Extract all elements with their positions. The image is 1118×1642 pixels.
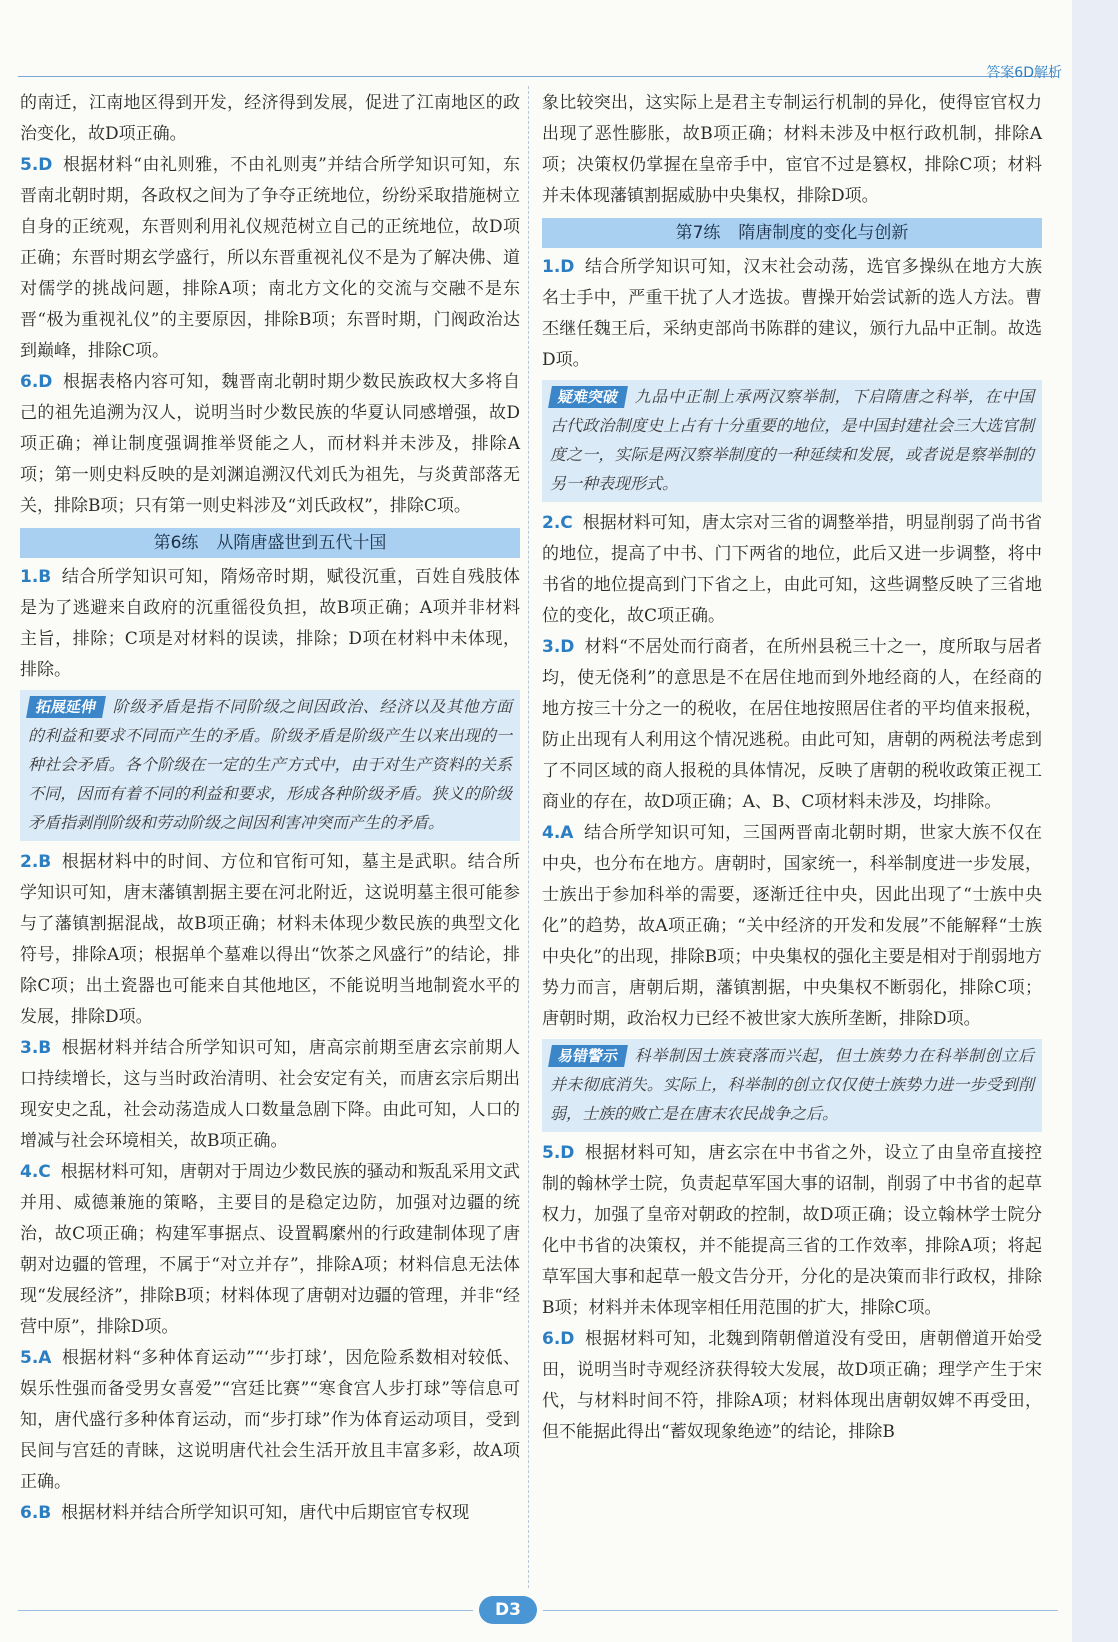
page-edge xyxy=(1072,0,1118,1642)
tip-text: 阶级矛盾是指不同阶级之间因政治、经济以及其他方面的利益和要求不同而产生的矛盾。阶级矛盾是阶级产生以来出现的一种社会矛盾。各个阶级在一定的生产方式中，由于对生产资料的关系不同，因而有着不同的利益和要求，形成各种阶级矛盾。狭义的阶级矛盾指剥削阶级和劳动阶级之间因利害冲突而产生的矛盾。 xyxy=(28,697,512,832)
answer-number: 3.B xyxy=(20,1038,52,1058)
answer-item xyxy=(20,847,520,1033)
answer-number: 5.D xyxy=(542,1143,575,1163)
tip-tag: 易错警示 xyxy=(548,1045,628,1067)
tip-text: 九品中正制上承两汉察举制，下启隋唐之科举，在中国古代政治制度史上占有十分重要的地位，是中国封建社会三大选官制度之一，实际是两汉察举制度的一种延续和发展，或者说是察举制的另一种表现形式。 xyxy=(550,387,1034,493)
answer-item xyxy=(542,508,1042,632)
section-title: 隋唐制度的变化与创新 xyxy=(738,223,909,243)
tip-box xyxy=(20,690,520,841)
answer-text: 根据材料可知，唐朝对于周边少数民族的骚动和叛乱采用文武并用、威德兼施的策略，主要目的是稳定边防，加强对边疆的统治，故C项正确；构建军事据点、设置羁縻州的行政建制体现了唐朝对边疆的管理，不属于“对立并存”，排除A项；材料信息无法体现“发展经济”，排除B项；材料体现了唐朝对边疆的管理，并非“经营中原”，排除D项。 xyxy=(20,1162,520,1337)
answer-item xyxy=(20,562,520,686)
answer-item xyxy=(20,1033,520,1157)
answer-number: 2.B xyxy=(20,852,52,872)
answer-text: 根据材料可知，唐太宗对三省的调整举措，明显削弱了尚书省的地位，提高了中书、门下两省的地位，此后又进一步调整，将中书省的地位提高到门下省之上，由此可知，这些调整反映了三省地位的变化，故C项正确。 xyxy=(542,513,1042,626)
paragraph: 的南迁，江南地区得到开发，经济得到发展，促进了江南地区的政治变化，故D项正确。 xyxy=(20,93,520,144)
answer-text: 根据材料“由礼则雅，不由礼则夷”并结合所学知识可知，东晋南北朝时期，各政权之间为了争夺正统地位，纷纷采取措施树立自身的正统观，东晋则利用礼仪规范树立自己的正统地位，故D项正确；东晋时期玄学盛行，所以东晋重视礼仪不是为了解决佛、道对儒学的挑战问题，排除A项；南北方文化的交流与交融不是东晋“极为重视礼仪”的主要原因，排除B项；东晋时期，门阀政治达到巅峰，排除C项。 xyxy=(20,155,520,361)
answer-number: 5.D xyxy=(20,155,53,175)
answer-number: 6.D xyxy=(20,372,53,392)
answer-number: 6.D xyxy=(542,1329,575,1349)
answer-text: 根据材料并结合所学知识可知，唐高宗前期至唐玄宗前期人口持续增长，这与当时政治清明、社会安定有关，而唐玄宗后期出现安史之乱，社会动荡造成人口数量急剧下降。由此可知，人口的增减与社会环境相关，故B项正确。 xyxy=(20,1038,520,1151)
section-title: 从隋唐盛世到五代十国 xyxy=(216,533,387,553)
answer-number: 1.B xyxy=(20,567,52,587)
right-column xyxy=(542,88,1042,1448)
section-number: 第6练 xyxy=(153,533,199,553)
answer-text: 根据材料可知，北魏到隋朝僧道没有受田，唐朝僧道开始受田，说明当时寺观经济获得较大发展，故D项正确；理学产生于宋代，与材料时间不符，排除A项；材料体现出唐朝奴婢不再受田，但不能据此得出“蓄奴现象绝迹”的结论，排除B xyxy=(542,1329,1042,1442)
left-column xyxy=(20,88,520,1529)
answer-text: 结合所学知识可知，汉末社会动荡，选官多操纵在地方大族名士手中，严重干扰了人才选拔。曹操开始尝试新的选人方法。曹丕继任魏王后，采纳吏部尚书陈群的建议，颁行九品中正制。故选D项。 xyxy=(542,257,1042,370)
answer-item xyxy=(20,367,520,522)
answer-text: 根据材料可知，唐玄宗在中书省之外，设立了由皇帝直接控制的翰林学士院，负责起草军国大事的诏制，削弱了中书省的起草权力，加强了皇帝对朝政的控制，故D项正确；设立翰林学士院分化中书省的决策权，并不能提高三省的工作效率，排除A项；将起草军国大事和起草一般文告分开，分化的是决策而非行政权，排除B项；材料并未体现宰相任用范围的扩大，排除C项。 xyxy=(542,1143,1042,1318)
answer-text: 根据材料中的时间、方位和官衔可知，墓主是武职。结合所学知识可知，唐末藩镇割据主要在河北附近，这说明墓主很可能参与了藩镇割据混战，故B项正确；材料未体现少数民族的典型文化符号，排除A项；根据单个墓难以得出“饮茶之风盛行”的结论，排除C项；出土瓷器也可能来自其他地区，不能说明当地制瓷水平的发展，排除D项。 xyxy=(20,852,520,1027)
footer-rule-left xyxy=(18,1610,473,1611)
section-heading xyxy=(20,528,520,558)
tip-box xyxy=(542,1039,1042,1132)
tip-tag: 疑难突破 xyxy=(548,386,628,408)
answer-item xyxy=(20,1157,520,1343)
answer-number: 4.A xyxy=(542,823,574,843)
tip-box xyxy=(542,380,1042,502)
answer-number: 4.C xyxy=(20,1162,51,1182)
answer-text: 材料“不居处而行商者，在所州县税三十之一，度所取与居者均，使无侥利”的意思是不在居住地而到外地经商的人，在经商的地方按三十分之一的税收，在居住地按照居住者的平均值来报税，防止出现有人利用这个情况逃税。由此可知，唐朝的两税法考虑到了不同区域的商人报税的具体情况，反映了唐朝的税收政策正视工商业的存在，故D项正确；A、B、C项材料未涉及，均排除。 xyxy=(542,637,1042,812)
answer-item xyxy=(542,632,1042,818)
header-rule xyxy=(18,76,1058,77)
answer-number: 3.D xyxy=(542,637,575,657)
answer-number: 2.C xyxy=(542,513,573,533)
paragraph: 象比较突出，这实际上是君主专制运行机制的异化，使得宦官权力出现了恶性膨胀，故B项正确；材料未涉及中枢行政机制，排除A项；决策权仍掌握在皇帝手中，宦官不过是篡权，排除C项；材料并未体现藩镇割据威胁中央集权，排除D项。 xyxy=(542,93,1042,206)
answer-item xyxy=(542,1324,1042,1448)
answer-item xyxy=(20,150,520,367)
answer-item xyxy=(542,252,1042,376)
section-number: 第7练 xyxy=(675,223,721,243)
answer-number: 6.B xyxy=(20,1503,52,1523)
answer-item xyxy=(20,1498,520,1529)
tip-tag: 拓展延伸 xyxy=(26,696,106,718)
page-number: D3 xyxy=(479,1596,537,1624)
answer-number: 1.D xyxy=(542,257,575,277)
answer-number: 5.A xyxy=(20,1348,52,1368)
footer-rule-right xyxy=(543,1610,1058,1611)
section-heading xyxy=(542,218,1042,248)
answer-text: 根据材料“多种体育运动”“‘步打球’，因危险系数相对较低、娱乐性强而备受男女喜爱”“宫廷比赛”“寒食宫人步打球”等信息可知，唐代盛行多种体育运动，而“步打球”作为体育运动项目，受到民间与宫廷的青睐，这说明唐代社会生活开放且丰富多彩，故A项正确。 xyxy=(20,1348,520,1492)
answer-text: 结合所学知识可知，隋炀帝时期，赋役沉重，百姓自残肢体是为了逃避来自政府的沉重徭役负担，故B项正确；A项并非材料主旨，排除；C项是对材料的误读，排除；D项在材料中未体现，排除。 xyxy=(20,567,520,680)
column-divider xyxy=(528,86,529,1588)
answer-text: 根据表格内容可知，魏晋南北朝时期少数民族政权大多将自己的祖先追溯为汉人，说明当时少数民族的华夏认同感增强，故D项正确；禅让制度强调推举贤能之人，而材料并未涉及，排除A项；第一则史料反映的是刘渊追溯汉代刘氏为祖先，与炎黄部落无关，排除B项；只有第一则史料涉及“刘氏政权”，排除C项。 xyxy=(20,372,520,516)
answer-item xyxy=(20,1343,520,1498)
answer-item xyxy=(542,818,1042,1035)
answer-text: 结合所学知识可知，三国两晋南北朝时期，世家大族不仅在中央，也分布在地方。唐朝时，国家统一，科举制度进一步发展，士族出于参加科举的需要，逐渐迁往中央，因此出现了“士族中央化”的趋势，故A项正确；“关中经济的开发和发展”不能解释“士族中央化”的出现，排除B项；中央集权的强化主要是相对于削弱地方势力而言，唐朝后期，藩镇割据，中央集权不断弱化，排除C项；唐朝时期，政治权力已经不被世家大族所垄断，排除D项。 xyxy=(542,823,1042,1029)
tip-text: 科举制因士族衰落而兴起，但士族势力在科举制创立后并未彻底消失。实际上，科举制的创立仅仅使士族势力进一步受到削弱，士族的败亡是在唐末农民战争之后。 xyxy=(550,1046,1034,1123)
header-label: 答案6D解析 xyxy=(986,65,1062,81)
answer-text: 根据材料并结合所学知识可知，唐代中后期宦官专权现 xyxy=(61,1503,470,1523)
answer-item xyxy=(542,1138,1042,1324)
